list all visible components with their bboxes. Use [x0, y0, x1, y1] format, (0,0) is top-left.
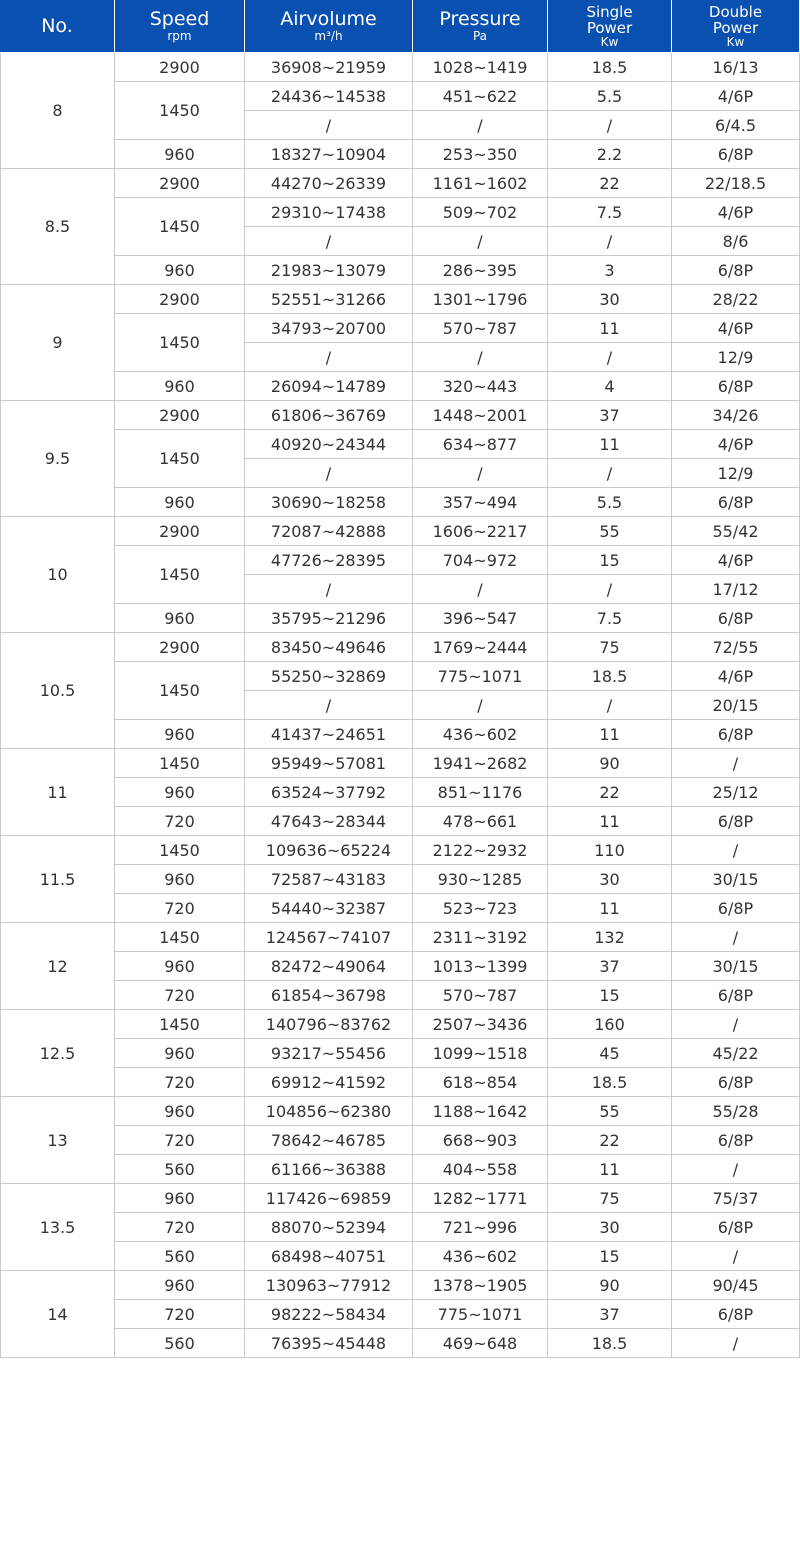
double-power-cell: 12/9 — [672, 459, 800, 488]
airvolume-cell: 93217~55456 — [245, 1039, 413, 1068]
single-power-cell: 5.5 — [548, 488, 672, 517]
column-header-airvolume — [245, 0, 413, 52]
speed-cell: 2900 — [115, 53, 245, 82]
speed-cell: 560 — [115, 1155, 245, 1184]
double-power-cell: 4/6P — [672, 198, 800, 227]
double-power-cell: 20/15 — [672, 691, 800, 720]
pressure-cell: 404~558 — [413, 1155, 548, 1184]
airvolume-cell: 140796~83762 — [245, 1010, 413, 1039]
airvolume-cell: 40920~24344 — [245, 430, 413, 459]
pressure-cell: 1028~1419 — [413, 53, 548, 82]
single-power-cell: 75 — [548, 633, 672, 662]
single-power-cell: 11 — [548, 807, 672, 836]
double-power-cell: / — [672, 1329, 800, 1358]
pressure-cell: 436~602 — [413, 720, 548, 749]
airvolume-cell: 47726~28395 — [245, 546, 413, 575]
column-header-title: Single — [586, 2, 633, 21]
column-header-title: Power — [712, 18, 759, 37]
pressure-cell: 286~395 — [413, 256, 548, 285]
pressure-cell: 1378~1905 — [413, 1271, 548, 1300]
pressure-cell: 253~350 — [413, 140, 548, 169]
double-power-cell: 45/22 — [672, 1039, 800, 1068]
pressure-cell: 1282~1771 — [413, 1184, 548, 1213]
double-power-cell: 6/8P — [672, 488, 800, 517]
double-power-cell: / — [672, 836, 800, 865]
airvolume-cell: 69912~41592 — [245, 1068, 413, 1097]
column-header-single-power — [548, 0, 672, 52]
airvolume-cell: 95949~57081 — [245, 749, 413, 778]
airvolume-cell: 36908~21959 — [245, 53, 413, 82]
single-power-cell: 18.5 — [548, 1329, 672, 1358]
single-power-cell: 11 — [548, 720, 672, 749]
speed-cell: 720 — [115, 1300, 245, 1329]
pressure-cell: / — [413, 575, 548, 604]
pressure-cell: / — [413, 227, 548, 256]
speed-cell: 960 — [115, 140, 245, 169]
single-power-cell: / — [548, 575, 672, 604]
model-number-cell: 14 — [0, 1271, 115, 1358]
speed-cell: 2900 — [115, 285, 245, 314]
airvolume-cell: 26094~14789 — [245, 372, 413, 401]
single-power-cell: 4 — [548, 372, 672, 401]
double-power-cell: 6/8P — [672, 1213, 800, 1242]
airvolume-cell: / — [245, 111, 413, 140]
pressure-cell: 704~972 — [413, 546, 548, 575]
speed-cell: 720 — [115, 1126, 245, 1155]
pressure-cell: 1941~2682 — [413, 749, 548, 778]
double-power-cell: 25/12 — [672, 778, 800, 807]
speed-cell: 720 — [115, 1213, 245, 1242]
single-power-cell: 22 — [548, 778, 672, 807]
pressure-cell: 570~787 — [413, 981, 548, 1010]
pressure-cell: 1161~1602 — [413, 169, 548, 198]
single-power-cell: 11 — [548, 314, 672, 343]
airvolume-cell: 35795~21296 — [245, 604, 413, 633]
pressure-cell: 668~903 — [413, 1126, 548, 1155]
speed-cell: 960 — [115, 720, 245, 749]
airvolume-cell: 29310~17438 — [245, 198, 413, 227]
pressure-cell: 930~1285 — [413, 865, 548, 894]
double-power-cell: 6/4.5 — [672, 111, 800, 140]
column-header-unit: Kw — [726, 34, 745, 49]
double-power-cell: 90/45 — [672, 1271, 800, 1300]
double-power-cell: 6/8P — [672, 256, 800, 285]
double-power-cell: 4/6P — [672, 82, 800, 111]
single-power-cell: 15 — [548, 1242, 672, 1271]
single-power-cell: 37 — [548, 401, 672, 430]
pressure-cell: 1606~2217 — [413, 517, 548, 546]
speed-cell: 560 — [115, 1329, 245, 1358]
speed-cell: 2900 — [115, 633, 245, 662]
pressure-cell: / — [413, 691, 548, 720]
speed-cell: 1450 — [115, 314, 245, 372]
pressure-cell: 451~622 — [413, 82, 548, 111]
pressure-cell: 396~547 — [413, 604, 548, 633]
double-power-cell: 4/6P — [672, 314, 800, 343]
column-header-title: Speed — [149, 8, 210, 30]
single-power-cell: 11 — [548, 894, 672, 923]
airvolume-cell: 34793~20700 — [245, 314, 413, 343]
speed-cell: 1450 — [115, 923, 245, 952]
single-power-cell: / — [548, 459, 672, 488]
column-header-unit: Kw — [600, 34, 619, 49]
pressure-cell: 1448~2001 — [413, 401, 548, 430]
single-power-cell: 11 — [548, 1155, 672, 1184]
column-header-unit: m³/h — [314, 29, 343, 43]
airvolume-cell: 47643~28344 — [245, 807, 413, 836]
airvolume-cell: 41437~24651 — [245, 720, 413, 749]
single-power-cell: 55 — [548, 1097, 672, 1126]
pressure-cell: 1301~1796 — [413, 285, 548, 314]
single-power-cell: 30 — [548, 285, 672, 314]
single-power-cell: 90 — [548, 1271, 672, 1300]
single-power-cell: / — [548, 111, 672, 140]
pressure-cell: 1188~1642 — [413, 1097, 548, 1126]
double-power-cell: 6/8P — [672, 1126, 800, 1155]
single-power-cell: 75 — [548, 1184, 672, 1213]
pressure-cell: 469~648 — [413, 1329, 548, 1358]
column-header-title: Power — [586, 18, 633, 37]
single-power-cell: 30 — [548, 1213, 672, 1242]
single-power-cell: 15 — [548, 981, 672, 1010]
double-power-cell: / — [672, 1242, 800, 1271]
speed-cell: 960 — [115, 1271, 245, 1300]
single-power-cell: 3 — [548, 256, 672, 285]
double-power-cell: 4/6P — [672, 546, 800, 575]
speed-cell: 1450 — [115, 430, 245, 488]
pressure-cell: 320~443 — [413, 372, 548, 401]
pressure-cell: 2122~2932 — [413, 836, 548, 865]
column-header-double-power — [672, 0, 800, 52]
double-power-cell: 55/28 — [672, 1097, 800, 1126]
double-power-cell: 6/8P — [672, 1300, 800, 1329]
speed-cell: 960 — [115, 778, 245, 807]
speed-cell: 1450 — [115, 749, 245, 778]
double-power-cell: 4/6P — [672, 430, 800, 459]
airvolume-cell: 104856~62380 — [245, 1097, 413, 1126]
airvolume-cell: 52551~31266 — [245, 285, 413, 314]
single-power-cell: 90 — [548, 749, 672, 778]
double-power-cell: 12/9 — [672, 343, 800, 372]
double-power-cell: 6/8P — [672, 894, 800, 923]
single-power-cell: 55 — [548, 517, 672, 546]
speed-cell: 720 — [115, 981, 245, 1010]
speed-cell: 960 — [115, 865, 245, 894]
speed-cell: 960 — [115, 1039, 245, 1068]
speed-cell: 960 — [115, 1097, 245, 1126]
airvolume-cell: 61166~36388 — [245, 1155, 413, 1184]
single-power-cell: 18.5 — [548, 1068, 672, 1097]
model-number-cell: 12 — [0, 923, 115, 1010]
column-header-title: Double — [708, 2, 763, 21]
double-power-cell: 6/8P — [672, 981, 800, 1010]
airvolume-cell: 54440~32387 — [245, 894, 413, 923]
speed-cell: 1450 — [115, 198, 245, 256]
airvolume-cell: 61806~36769 — [245, 401, 413, 430]
pressure-cell: 1769~2444 — [413, 633, 548, 662]
airvolume-cell: / — [245, 691, 413, 720]
column-header-no — [0, 0, 115, 52]
speed-cell: 1450 — [115, 1010, 245, 1039]
double-power-cell: 17/12 — [672, 575, 800, 604]
double-power-cell: 8/6 — [672, 227, 800, 256]
airvolume-cell: 63524~37792 — [245, 778, 413, 807]
airvolume-cell: 78642~46785 — [245, 1126, 413, 1155]
double-power-cell: 22/18.5 — [672, 169, 800, 198]
column-header-unit: Pa — [472, 29, 488, 43]
speed-cell: 720 — [115, 807, 245, 836]
airvolume-cell: 68498~40751 — [245, 1242, 413, 1271]
airvolume-cell: 76395~45448 — [245, 1329, 413, 1358]
column-header-title: Pressure — [439, 8, 521, 30]
pressure-cell: 1099~1518 — [413, 1039, 548, 1068]
pressure-cell: 357~494 — [413, 488, 548, 517]
single-power-cell: 18.5 — [548, 53, 672, 82]
double-power-cell: 55/42 — [672, 517, 800, 546]
single-power-cell: 132 — [548, 923, 672, 952]
column-header-title: Airvolume — [280, 8, 377, 30]
single-power-cell: 11 — [548, 430, 672, 459]
double-power-cell: 28/22 — [672, 285, 800, 314]
speed-cell: 720 — [115, 894, 245, 923]
airvolume-cell: 124567~74107 — [245, 923, 413, 952]
double-power-cell: / — [672, 923, 800, 952]
double-power-cell: / — [672, 1010, 800, 1039]
single-power-cell: / — [548, 691, 672, 720]
pressure-cell: 570~787 — [413, 314, 548, 343]
single-power-cell: 15 — [548, 546, 672, 575]
single-power-cell: 18.5 — [548, 662, 672, 691]
airvolume-cell: 98222~58434 — [245, 1300, 413, 1329]
pressure-cell: 775~1071 — [413, 1300, 548, 1329]
column-header-title: No. — [41, 14, 73, 37]
pressure-cell: 775~1071 — [413, 662, 548, 691]
double-power-cell: 6/8P — [672, 372, 800, 401]
double-power-cell: / — [672, 1155, 800, 1184]
model-number-cell: 9 — [0, 285, 115, 401]
airvolume-cell: 21983~13079 — [245, 256, 413, 285]
pressure-cell: 436~602 — [413, 1242, 548, 1271]
airvolume-cell: 117426~69859 — [245, 1184, 413, 1213]
double-power-cell: 4/6P — [672, 662, 800, 691]
single-power-cell: 7.5 — [548, 604, 672, 633]
model-number-cell: 10 — [0, 517, 115, 633]
double-power-cell: 6/8P — [672, 604, 800, 633]
pressure-cell: / — [413, 459, 548, 488]
single-power-cell: 30 — [548, 865, 672, 894]
pressure-cell: 634~877 — [413, 430, 548, 459]
speed-cell: 720 — [115, 1068, 245, 1097]
airvolume-cell: 72087~42888 — [245, 517, 413, 546]
speed-cell: 960 — [115, 604, 245, 633]
single-power-cell: 37 — [548, 952, 672, 981]
double-power-cell: 6/8P — [672, 1068, 800, 1097]
model-number-cell: 11 — [0, 749, 115, 836]
airvolume-cell: 130963~77912 — [245, 1271, 413, 1300]
airvolume-cell: 30690~18258 — [245, 488, 413, 517]
pressure-cell: 851~1176 — [413, 778, 548, 807]
single-power-cell: 7.5 — [548, 198, 672, 227]
airvolume-cell: 44270~26339 — [245, 169, 413, 198]
pressure-cell: 2311~3192 — [413, 923, 548, 952]
airvolume-cell: 88070~52394 — [245, 1213, 413, 1242]
single-power-cell: 22 — [548, 1126, 672, 1155]
double-power-cell: / — [672, 749, 800, 778]
pressure-cell: 478~661 — [413, 807, 548, 836]
single-power-cell: / — [548, 227, 672, 256]
speed-cell: 2900 — [115, 169, 245, 198]
speed-cell: 1450 — [115, 836, 245, 865]
speed-cell: 1450 — [115, 662, 245, 720]
double-power-cell: 30/15 — [672, 865, 800, 894]
single-power-cell: / — [548, 343, 672, 372]
pressure-cell: / — [413, 111, 548, 140]
speed-cell: 1450 — [115, 546, 245, 604]
airvolume-cell: 83450~49646 — [245, 633, 413, 662]
double-power-cell: 6/8P — [672, 140, 800, 169]
model-number-cell: 8 — [0, 53, 115, 169]
double-power-cell: 34/26 — [672, 401, 800, 430]
model-number-cell: 9.5 — [0, 401, 115, 517]
airvolume-cell: / — [245, 343, 413, 372]
single-power-cell: 22 — [548, 169, 672, 198]
airvolume-cell: 72587~43183 — [245, 865, 413, 894]
double-power-cell: 75/37 — [672, 1184, 800, 1213]
pressure-cell: 509~702 — [413, 198, 548, 227]
pressure-cell: 1013~1399 — [413, 952, 548, 981]
speed-cell: 2900 — [115, 517, 245, 546]
speed-cell: 960 — [115, 372, 245, 401]
airvolume-cell: 24436~14538 — [245, 82, 413, 111]
airvolume-cell: / — [245, 227, 413, 256]
pressure-cell: 523~723 — [413, 894, 548, 923]
column-header-pressure — [413, 0, 548, 52]
airvolume-cell: 109636~65224 — [245, 836, 413, 865]
double-power-cell: 30/15 — [672, 952, 800, 981]
speed-cell: 960 — [115, 1184, 245, 1213]
pressure-cell: 2507~3436 — [413, 1010, 548, 1039]
model-number-cell: 12.5 — [0, 1010, 115, 1097]
pressure-cell: 721~996 — [413, 1213, 548, 1242]
airvolume-cell: 55250~32869 — [245, 662, 413, 691]
single-power-cell: 5.5 — [548, 82, 672, 111]
model-number-cell: 10.5 — [0, 633, 115, 749]
double-power-cell: 16/13 — [672, 53, 800, 82]
airvolume-cell: 18327~10904 — [245, 140, 413, 169]
airvolume-cell: 82472~49064 — [245, 952, 413, 981]
column-header-speed — [115, 0, 245, 52]
model-number-cell: 13.5 — [0, 1184, 115, 1271]
model-number-cell: 11.5 — [0, 836, 115, 923]
column-header-unit: rpm — [167, 29, 192, 43]
speed-cell: 560 — [115, 1242, 245, 1271]
airvolume-cell: 61854~36798 — [245, 981, 413, 1010]
single-power-cell: 160 — [548, 1010, 672, 1039]
model-number-cell: 8.5 — [0, 169, 115, 285]
double-power-cell: 6/8P — [672, 807, 800, 836]
speed-cell: 2900 — [115, 401, 245, 430]
airvolume-cell: / — [245, 575, 413, 604]
speed-cell: 960 — [115, 256, 245, 285]
speed-cell: 960 — [115, 488, 245, 517]
speed-cell: 960 — [115, 952, 245, 981]
pressure-cell: / — [413, 343, 548, 372]
pressure-cell: 618~854 — [413, 1068, 548, 1097]
model-number-cell: 13 — [0, 1097, 115, 1184]
single-power-cell: 37 — [548, 1300, 672, 1329]
single-power-cell: 45 — [548, 1039, 672, 1068]
single-power-cell: 2.2 — [548, 140, 672, 169]
single-power-cell: 110 — [548, 836, 672, 865]
double-power-cell: 72/55 — [672, 633, 800, 662]
double-power-cell: 6/8P — [672, 720, 800, 749]
airvolume-cell: / — [245, 459, 413, 488]
speed-cell: 1450 — [115, 82, 245, 140]
